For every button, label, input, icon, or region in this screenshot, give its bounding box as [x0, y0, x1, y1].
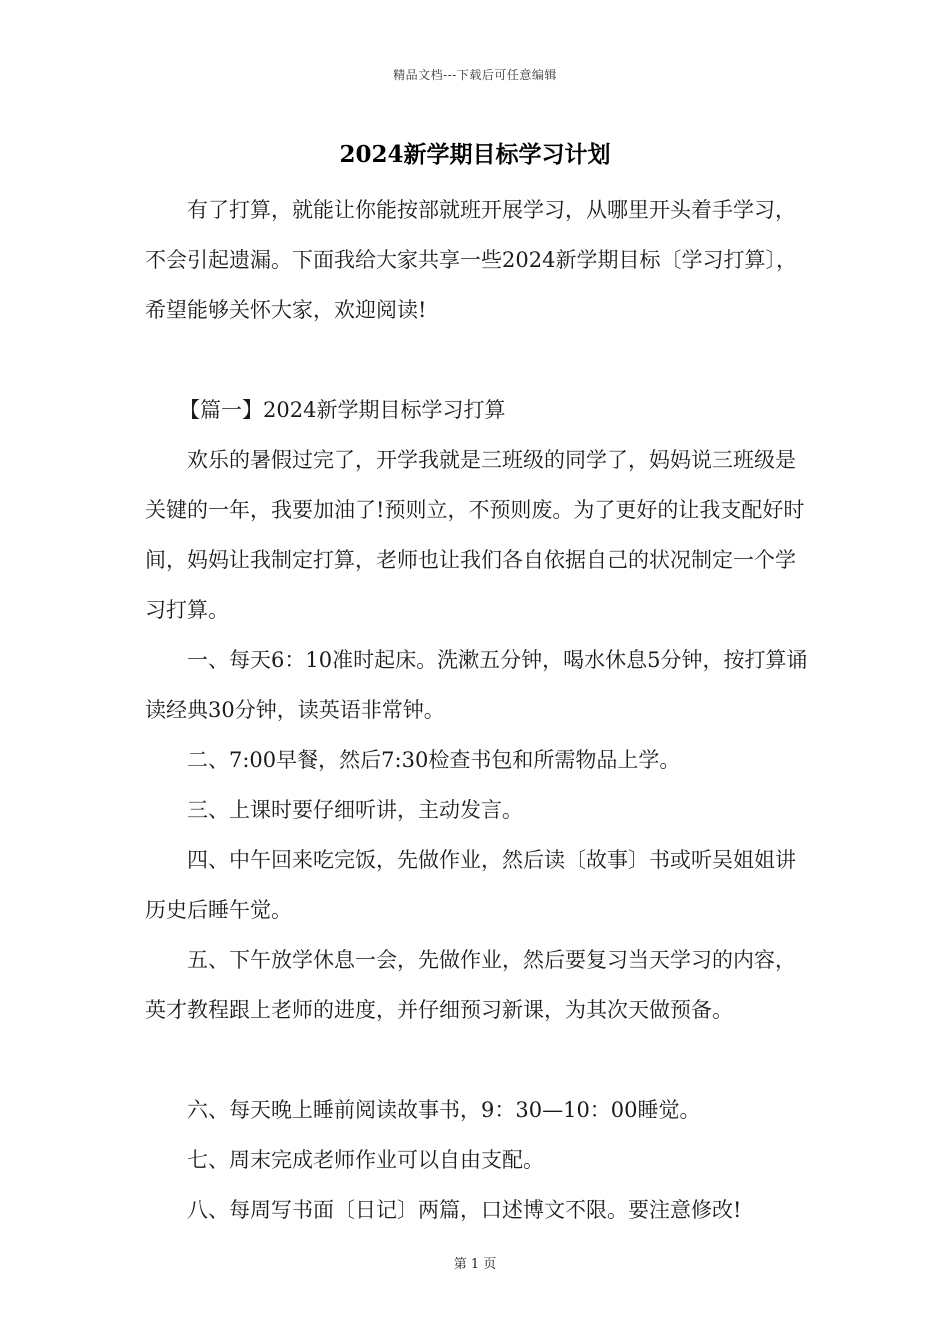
plan-item-5: 五、下午放学休息一会，先做作业，然后要复习当天学习的内容，英才教程跟上老师的进度，并仔细预习新课，为其次天做预备。: [145, 948, 796, 1022]
plan-item-4: 四、中午回来吃完饭，先做作业，然后读〔故事〕书或听吴姐姐讲历史后睡午觉。: [145, 848, 796, 922]
section-heading: 【篇一】2024新学期目标学习打算: [179, 398, 506, 422]
plan-item-6: 六、每天晚上睡前阅读故事书，9：30—10：00睡觉。: [187, 1098, 701, 1122]
document-title: 2024新学期目标学习计划: [339, 141, 611, 168]
document-body: [145, 185, 810, 1235]
paragraph-1: 欢乐的暑假过完了，开学我就是三班级的同学了，妈妈说三班级是关键的一年，我要加油了!预则立，不预则废。为了更好的让我支配好时间，妈妈让我制定打算，老师也让我们各自依据自己的状况制定一个学习打算。: [145, 448, 805, 622]
page-number: 第 1 页: [453, 1257, 497, 1272]
plan-item-3: 三、上课时要仔细听讲，主动发言。: [187, 798, 523, 822]
plan-item-1: 一、每天6：10准时起床。洗漱五分钟，喝水休息5分钟，按打算诵读经典30分钟，读英语非常钟。: [145, 648, 808, 722]
plan-item-7: 七、周末完成老师作业可以自由支配。: [187, 1148, 544, 1172]
header-note: 精品文档---下载后可任意编辑: [393, 68, 557, 82]
intro-paragraph: 有了打算，就能让你能按部就班开展学习，从哪里开头着手学习，不会引起遗漏。下面我给大家共享一些2024新学期目标〔学习打算〕，希望能够关怀大家，欢迎阅读!: [145, 198, 797, 322]
plan-item-2: 二、7:00早餐，然后7:30检查书包和所需物品上学。: [187, 748, 681, 772]
plan-item-8: 八、每周写书面〔日记〕两篇，口述博文不限。要注意修改!: [187, 1198, 742, 1222]
